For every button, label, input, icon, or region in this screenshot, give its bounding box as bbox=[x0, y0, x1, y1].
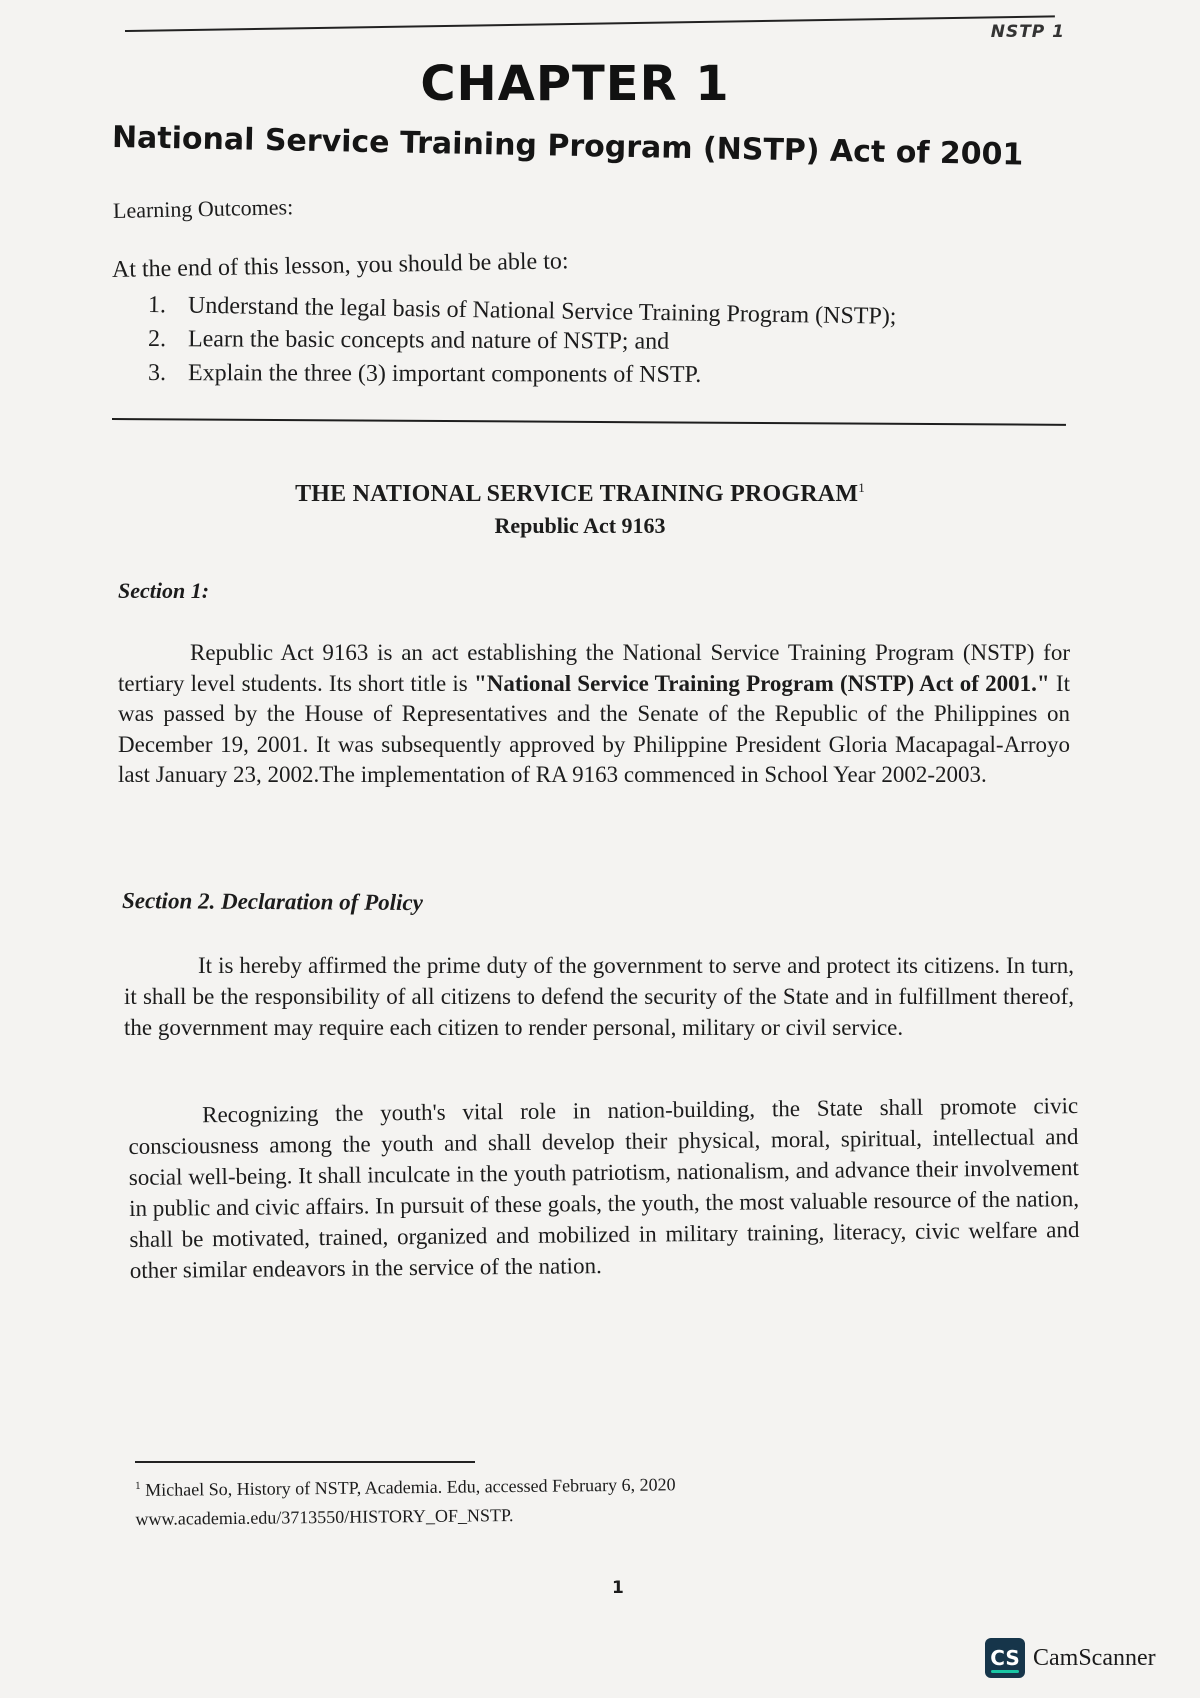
learning-outcomes-heading: Learning Outcomes: bbox=[112, 194, 294, 223]
learning-outcomes-list bbox=[148, 288, 1048, 390]
section-1-paragraph bbox=[118, 638, 1070, 791]
list-item-number: 2. bbox=[147, 326, 167, 353]
list-item-number: 1. bbox=[147, 292, 167, 319]
program-subheading: Republic Act 9163 bbox=[494, 513, 666, 538]
page-number: 1 bbox=[612, 1578, 624, 1598]
list-item-text: Learn the basic concepts and nature of NSTP; and bbox=[187, 326, 670, 355]
list-item-text: Explain the three (3) important components of NSTP. bbox=[187, 360, 702, 388]
section-2-paragraph-1 bbox=[124, 950, 1074, 1043]
footnote-mark: 1 bbox=[135, 1479, 141, 1492]
camscanner-logo-icon: CS bbox=[985, 1638, 1025, 1678]
footnote bbox=[135, 1464, 896, 1534]
footnote-citation: Michael So, History of NSTP, Academia. Edu, accessed February 6, 2020 bbox=[145, 1474, 676, 1500]
section-2-label: Section 2. Declaration of Policy bbox=[121, 888, 423, 916]
camscanner-watermark bbox=[985, 1636, 1156, 1680]
chapter-title: CHAPTER 1 bbox=[420, 56, 730, 112]
section-2-paragraph-2 bbox=[128, 1090, 1080, 1286]
program-heading-text: THE NATIONAL SERVICE TRAINING PROGRAM bbox=[295, 481, 859, 507]
list-item-number: 3. bbox=[147, 360, 167, 387]
learning-outcomes-intro: At the end of this lesson, you should be able to: bbox=[111, 248, 569, 283]
program-heading bbox=[0, 480, 1160, 508]
chapter-subtitle: National Service Training Program (NSTP) Act of 2001 bbox=[111, 120, 1024, 173]
section-1-text-b: It was passed by the House of Representatives and the Senate of the Republic of the Philippines on December 19, 2001. It was subsequently approved by Philippine President Gloria Macapagal-Arroyo last January 23, 2002.The implementation of RA 9163 commenced in School Year 2002-2003. bbox=[118, 670, 1070, 787]
list-item bbox=[148, 322, 1048, 361]
section-2-paragraph-2-text: Recognizing the youth's vital role in nation-building, the State shall promote civic consciousness among the youth and shall develop their physical, moral, spiritual, intellectual and social well-being. It shall inculcate in the youth patriotism, nationalism, and advance their involvement in public and civic affairs. In pursuit of these goals, the youth, the most valuable resource of the nation, shall be motivated, trained, organized and mobilized in military training, literacy, civic welfare and other similar endeavors in the service of the nation. bbox=[128, 1093, 1080, 1283]
footnote-reference[interactable]: 1 bbox=[858, 480, 865, 495]
footnote-url[interactable]: www.academia.edu/3713550/HISTORY_OF_NSTP. bbox=[135, 1505, 514, 1529]
section-2-paragraph-1-text: It is hereby affirmed the prime duty of the government to serve and protect its citizens. In turn, it shall be the responsibility of all citizens to defend the security of the State and in fulfillment thereof, the government may require each citizen to render personal, military or civil service. bbox=[124, 953, 1074, 1040]
section-divider bbox=[112, 418, 1066, 426]
footnote-rule bbox=[135, 1461, 475, 1463]
section-1-label: Section 1: bbox=[118, 578, 210, 603]
top-rule bbox=[125, 15, 1055, 32]
list-item bbox=[148, 356, 1048, 393]
section-1-text-a: Republic Act 9163 is an act establishing the National Service Training Program (NSTP) for tertiary level students. Its short title is bbox=[118, 640, 1070, 696]
camscanner-text: CamScanner bbox=[1033, 1644, 1156, 1671]
running-head: NSTP 1 bbox=[990, 22, 1065, 42]
section-1-short-title: "National Service Training Program (NSTP) Act of 2001." bbox=[473, 670, 1050, 696]
list-item-text: Understand the legal basis of National Service Training Program (NSTP); bbox=[187, 292, 897, 330]
